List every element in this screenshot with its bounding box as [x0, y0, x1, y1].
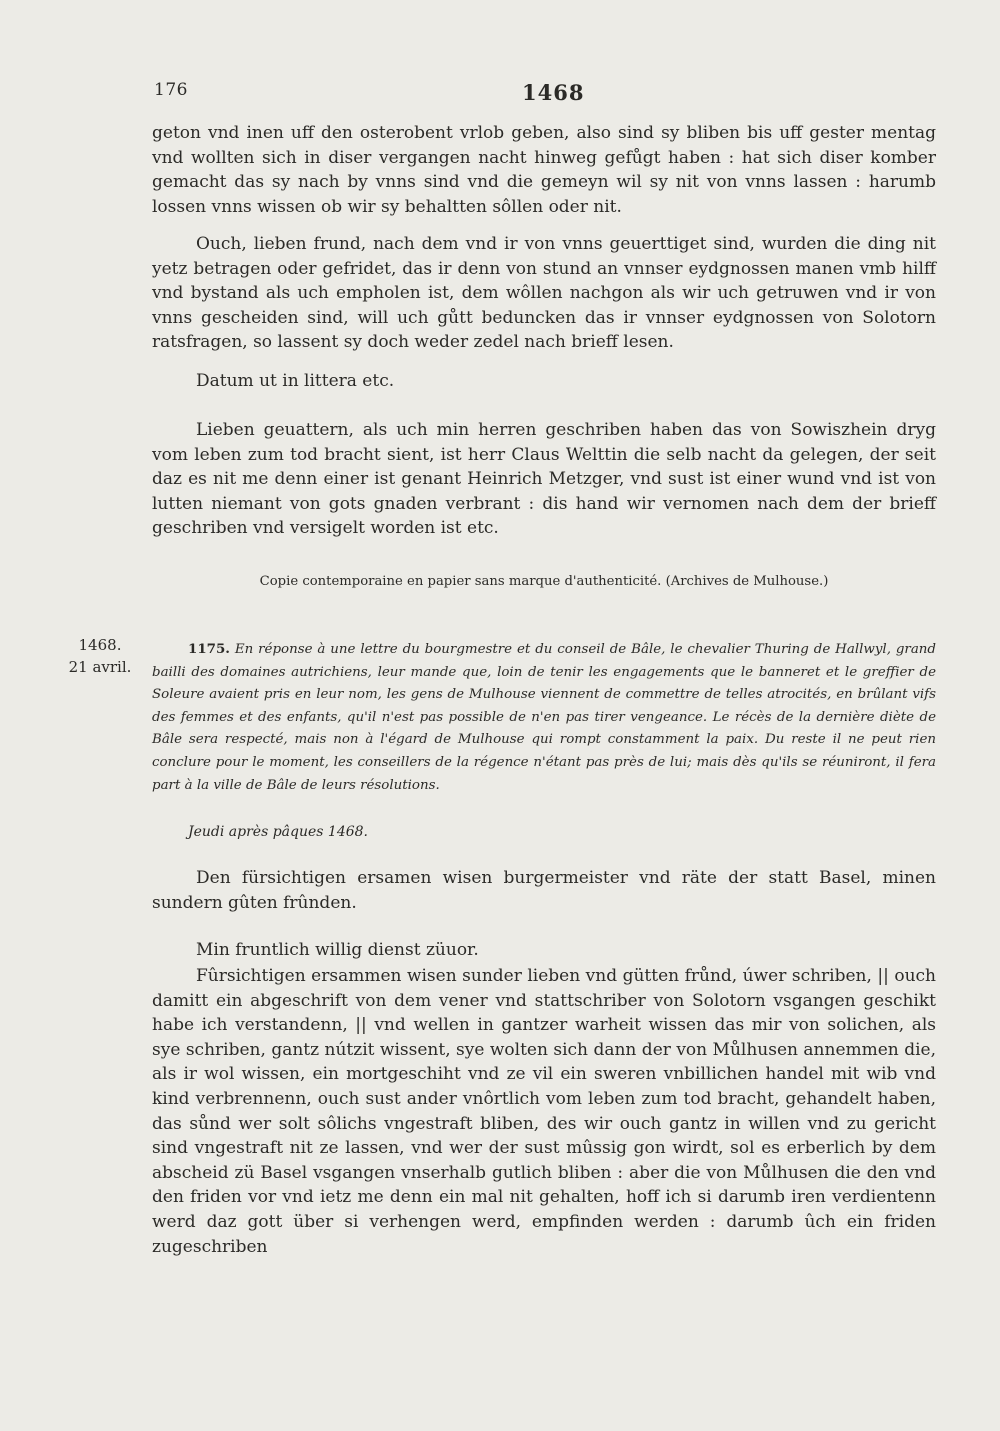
page-number: 176: [154, 80, 188, 100]
margin-year: 1468.: [78, 636, 122, 654]
margin-day: 21 avril.: [68, 658, 132, 676]
letter-greeting: Min fruntlich willig dienst züuor.: [196, 940, 479, 960]
entry-number: 1175.: [188, 641, 230, 657]
letter-body: Fûrsichtigen ersammen wisen sunder lieben vnd gütten frůnd, úwer schriben, || ouch damitt ein abgeschrift von dem vener vnd stattschriber von Solotorn vsgangen geschikt habe ich verstandenn, || vnd wellen in gantzer warheit wissen das mir von solichen, als sye schriben, gantz nútzit wissent, sye wolten sich dann der von Můlhusen annemmen die, als ir wol wissen, ein mortgeschiht vnd ze vil ein sweren vnbillichen handel mit wib vnd kind verbrennenn, ouch sust ander vnôrtlich vom leben zum tod bracht, gehandelt haben, das sůnd wer solt sôlichs vngestraft bliben, des wir ouch gantz in willen vnd zu gericht sind vngestraft nit ze lassen, vnd wer der sust mûssig gon wirdt, sol es erberlich by dem abscheid zü Basel vsgangen vnserhalb gutlich bliben : aber die von Můlhusen die den vnd den friden vor vnd ietz me denn ein mal nit gehalten, hoff ich si darumb iren verdientenn werd daz gott über si verhengen werd, empfinden werden : darumb ûch ein friden zugeschriben: [152, 966, 936, 1257]
entry-summary: [152, 638, 936, 797]
letter-dateline: Datum ut in littera etc.: [196, 371, 395, 391]
letter-postscript: Lieben geuattern, als uch min herren geschriben haben das von Sowiszhein dryg vom leben zum tod bracht sient, ist herr Claus Welttin die selb nacht da gelegen, der seit daz es nit me denn einer ist genant Heinrich Metzger, vnd sust ist einer wund vnd ist von lutten niemant von gots gnaden verbrant : dis hand wir vernomen nach dem der brieff geschriben vnd versigelt worden ist etc.: [152, 420, 936, 539]
letter-address: Den fürsichtigen ersamen wisen burgermeister vnd räte der statt Basel, minen sundern gûten frûnden.: [152, 868, 936, 913]
running-title-year: 1468: [522, 80, 585, 105]
margin-date: [60, 634, 140, 678]
entry-dateline: Jeudi après pâques 1468.: [188, 824, 369, 840]
letter-paragraph: Ouch, lieben frund, nach dem vnd ir von vnns geuerttiget sind, wurden die ding nit yetz betragen oder gefridet, das ir denn von stund an vnnser eydgnossen manen vmb hilff vnd bystand als uch empholen ist, dem wôllen nachgon als wir uch getruwen vnd ir von vnns gescheiden sind, will uch gůtt beduncken das ir vnnser eydgnossen von Solotorn ratsfragen, so lassent sy doch weder zedel nach brieff lesen.: [152, 234, 936, 353]
page-header: [0, 80, 1000, 110]
entry-summary-text: En réponse à une lettre du bourgmestre et du conseil de Bâle, le chevalier Thuring de Hallwyl, grand bailli des domaines autrichiens, leur mande que, loin de tenir les engagements que le banneret et le greffier de Soleure avaient pris en leur nom, les gens de Mulhouse viennent de commettre de telles atrocités, en brûlant vifs des femmes et des enfants, qu'il n'est pas possible de n'en pas tirer vengeance. Le récès de la dernière diète de Bâle sera respecté, mais non à l'égard de Mulhouse qui rompt constamment la paix. Du reste il ne peut rien conclure pour le moment, les conseillers de la régence n'étant pas près de lui; mais dès qu'ils se réuniront, il fera part à la ville de Bâle de leurs résolutions.: [152, 642, 936, 793]
source-note: Copie contemporaine en papier sans marque d'authenticité. (Archives de Mulhouse.): [259, 574, 829, 589]
letter-continuation-paragraph: geton vnd inen uff den osterobent vrlob geben, also sind sy bliben bis uff gester mentag vnd wollten sich in diser vergangen nacht hinweg gefůgt haben : hat sich diser komber gemacht das sy nach by vnns sind vnd die gemeyn wil sy nit von vnns lassen : harumb lossen vnns wissen ob wir sy behaltten sôllen oder nit.: [152, 123, 936, 217]
